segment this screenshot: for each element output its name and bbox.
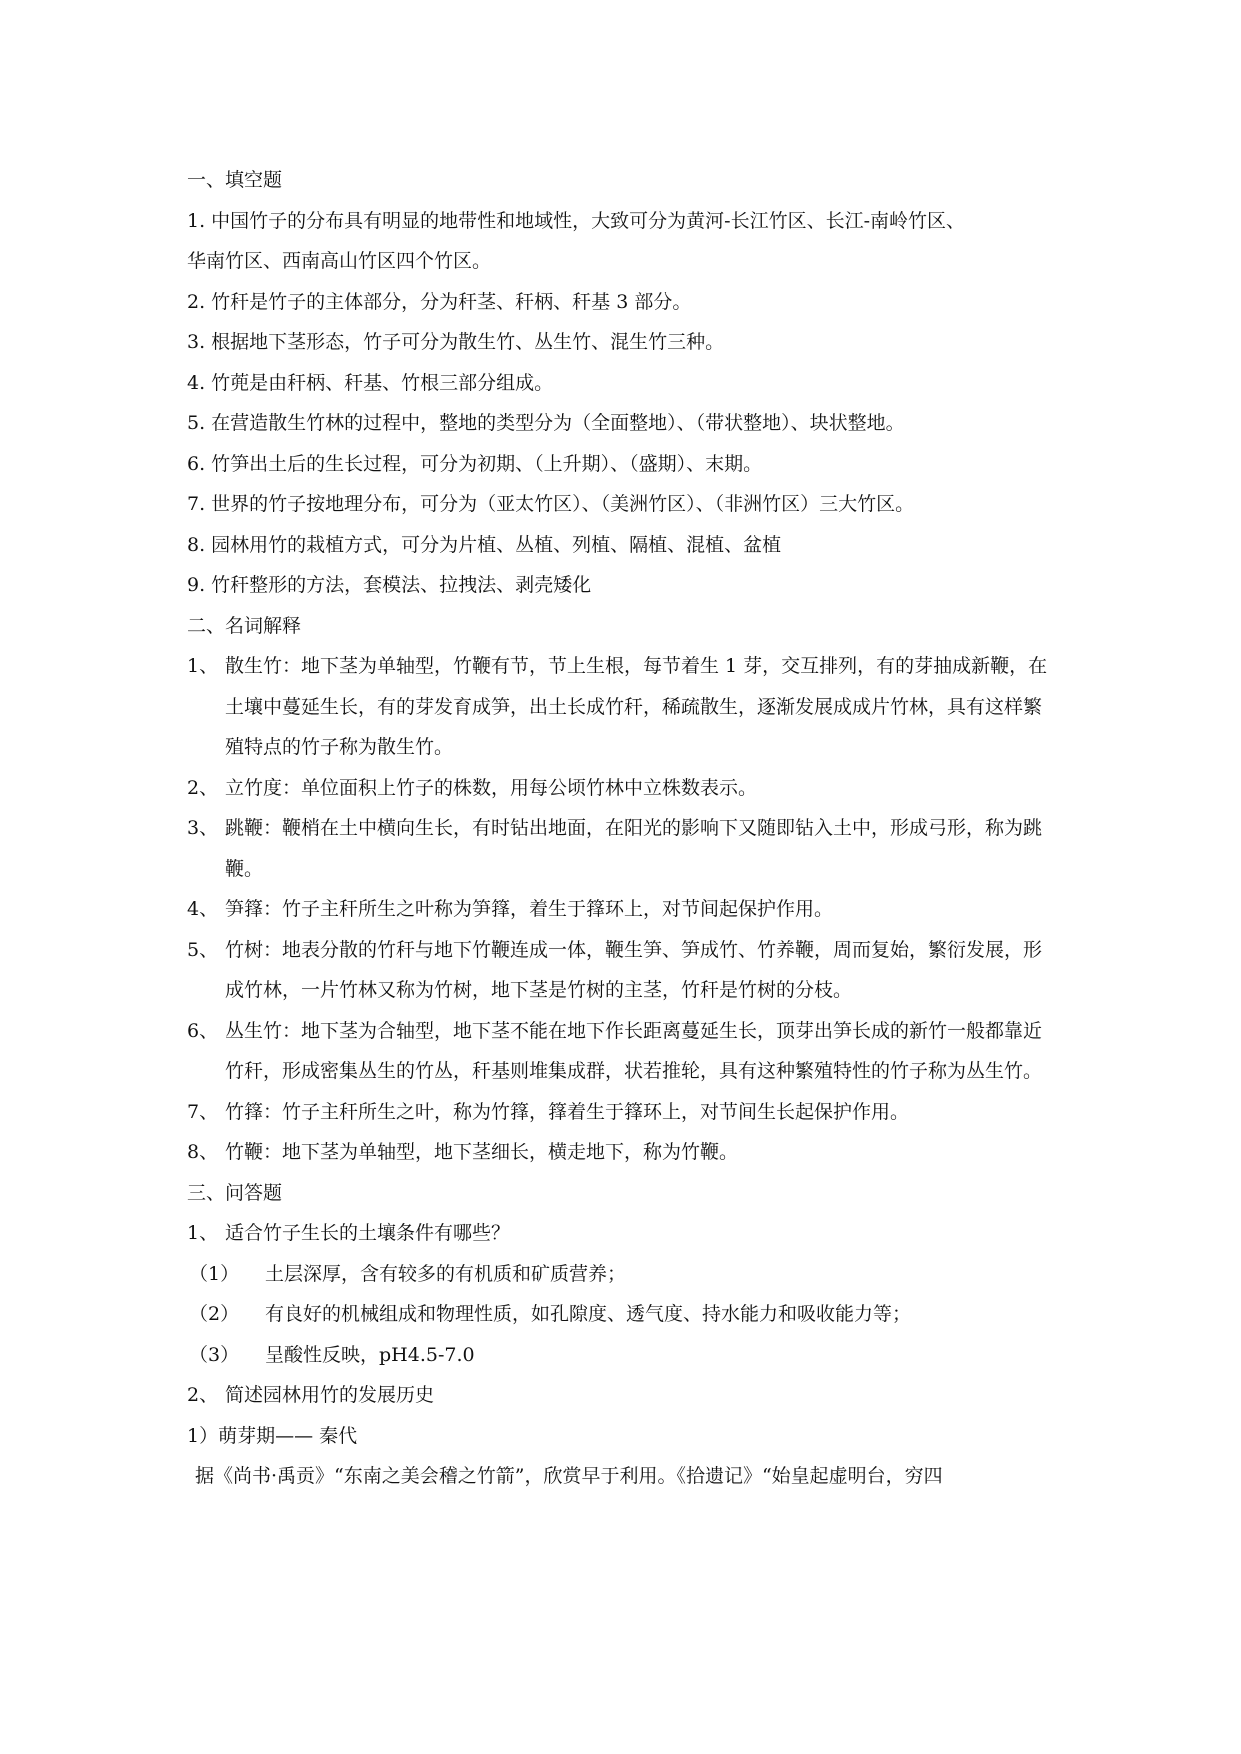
fill-item-4: 4. 竹蔸是由秆柄、秆基、竹根三部分组成。 (187, 371, 554, 394)
fill-item-5: 5. 在营造散生竹林的过程中，整地的类型分为（全面整地）、（带状整地）、块状整地。 (187, 412, 905, 434)
fill-item-8: 8. 园林用竹的栽植方式，可分为片植、丛植、列植、隔植、混植、盆植 (187, 533, 782, 556)
section-heading-fill: 一、填空题 (187, 169, 283, 191)
question-text: 适合竹子生长的土壤条件有哪些？ (225, 1222, 511, 1244)
term-text: 竹箨：竹子主秆所生之叶，称为竹箨，箨着生于箨环上，对节间生长起保护作用。 (225, 1100, 910, 1123)
question-1 (187, 1213, 1057, 1254)
answer-text: 有良好的机械组成和物理性质，如孔隙度、透气度、持水能力和吸收能力等； (265, 1303, 912, 1325)
question-2 (187, 1375, 1057, 1416)
term-number: 4、 (187, 898, 219, 920)
term-item (187, 930, 1057, 1011)
question-number: 1、 (187, 1222, 219, 1244)
section-heading-terms: 二、名词解释 (187, 614, 302, 637)
fill-item-6: 6. 竹笋出土后的生长过程，可分为初期、（上升期）、（盛期）、末期。 (187, 452, 763, 475)
fill-item-1-line-1: 1. 中国竹子的分布具有明显的地带性和地域性，大致可分为黄河-长江竹区、长江-南岭竹区、 (187, 209, 966, 232)
question-text: 简述园林用竹的发展历史 (225, 1384, 435, 1406)
fill-item-3: 3. 根据地下茎形态，竹子可分为散生竹、丛生竹、混生竹三种。 (187, 331, 725, 353)
term-item (187, 646, 1057, 768)
period-heading: 1）萌芽期—— 秦代 (187, 1424, 358, 1447)
term-item (187, 889, 1057, 930)
answer-item (187, 1294, 1057, 1335)
term-text: 丛生竹：地下茎为合轴型，地下茎不能在地下作长距离蔓延生长，顶芽出笋长成的新竹一般都靠近竹秆，形成密集丛生的竹丛，秆基则堆集成群，状若推轮，具有这种繁殖特性的竹子称为丛生竹。 (225, 1019, 1043, 1082)
answer-number: （1） (189, 1262, 240, 1285)
fill-item-1-line-2: 华南竹区、西南高山竹区四个竹区。 (187, 250, 492, 272)
term-text: 笋箨：竹子主秆所生之叶称为笋箨，着生于箨环上，对节间起保护作用。 (225, 898, 834, 920)
term-item (187, 1132, 1057, 1173)
question-number: 2、 (187, 1384, 219, 1406)
term-number: 7、 (187, 1100, 219, 1123)
term-number: 2、 (187, 776, 219, 799)
term-item (187, 808, 1057, 889)
answer-number: （3） (189, 1343, 240, 1366)
answer-text: 土层深厚，含有较多的有机质和矿质营养； (265, 1262, 627, 1285)
term-number: 6、 (187, 1019, 219, 1042)
term-number: 8、 (187, 1141, 219, 1163)
term-item (187, 1092, 1057, 1133)
answer-item (187, 1335, 1057, 1376)
answer-item (187, 1254, 1057, 1295)
fill-item-2: 2. 竹秆是竹子的主体部分，分为秆茎、秆柄、秆基 3 部分。 (187, 290, 692, 313)
term-text: 跳鞭：鞭梢在土中横向生长，有时钻出地面，在阳光的影响下又随即钻入土中，形成弓形，称为跳鞭。 (225, 817, 1043, 880)
document-body (187, 160, 1057, 1497)
term-text: 竹树：地表分散的竹秆与地下竹鞭连成一体，鞭生笋、笋成竹、竹养鞭，周而复始，繁衍发展，形成竹林，一片竹林又称为竹树，地下茎是竹树的主茎，竹秆是竹树的分枝。 (225, 938, 1043, 1001)
term-text: 立竹度：单位面积上竹子的株数，用每公顷竹林中立株数表示。 (225, 776, 758, 799)
history-paragraph: 据《尚书·禹贡》“东南之美会稽之竹箭”，欣赏早于利用。《拾遗记》“始皇起虚明台，穷四 (195, 1465, 943, 1487)
fill-item-7: 7. 世界的竹子按地理分布，可分为（亚太竹区）、（美洲竹区）、（非洲竹区）三大竹区。 (187, 493, 915, 515)
term-number: 1、 (187, 655, 219, 677)
term-text: 竹鞭：地下茎为单轴型，地下茎细长，横走地下，称为竹鞭。 (225, 1141, 739, 1163)
term-item (187, 768, 1057, 809)
section-heading-qa: 三、问答题 (187, 1181, 283, 1204)
term-number: 5、 (187, 938, 219, 961)
term-text: 散生竹：地下茎为单轴型，竹鞭有节，节上生根，每节着生 1 芽，交互排列，有的芽抽成新鞭，在土壤中蔓延生长，有的芽发育成笋，出土长成竹秆，稀疏散生，逐渐发展成成片竹林，具有这样繁殖特点的竹子称为散生竹。 (225, 655, 1048, 758)
term-item (187, 1011, 1057, 1092)
answer-text: 呈酸性反映，pH4.5-7.0 (265, 1343, 475, 1366)
term-number: 3、 (187, 817, 219, 839)
answer-number: （2） (189, 1303, 240, 1325)
fill-item-9: 9. 竹秆整形的方法，套模法、拉拽法、剥壳矮化 (187, 574, 592, 596)
